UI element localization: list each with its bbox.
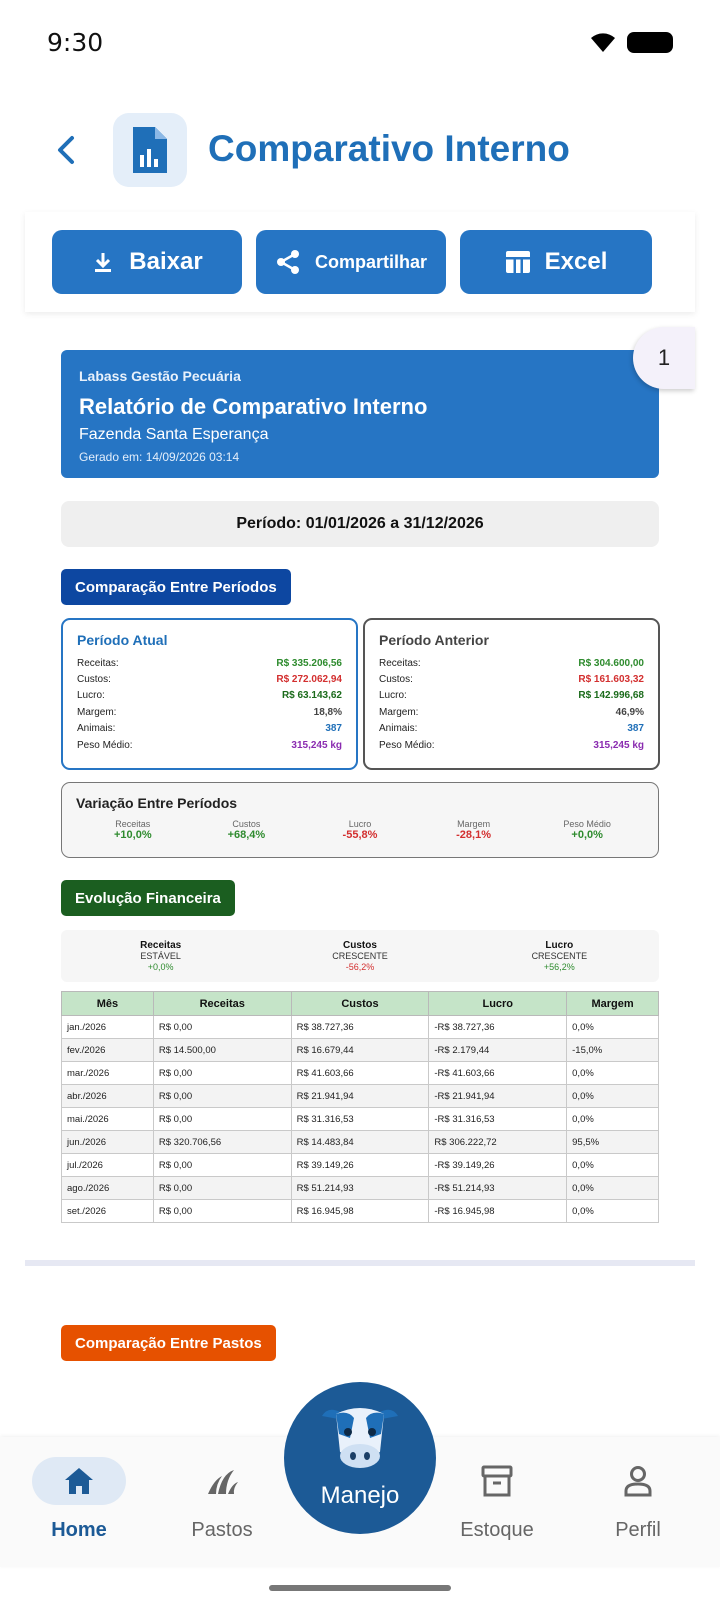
table-header-cell: Mês [62,992,154,1016]
metric-label: Margem: [379,706,419,718]
variation-card [61,782,659,858]
table-cell: abr./2026 [62,1085,154,1108]
report-title: Relatório de Comparativo Interno [79,394,428,419]
table-row [62,1154,659,1177]
variation-value: +10,0% [113,829,152,841]
trend-item [61,930,260,982]
current-period-title: Período Atual [77,632,168,648]
trend-pct: -56,2% [345,962,375,972]
table-cell: mar./2026 [62,1062,154,1085]
previous-metric-row [379,671,644,687]
variation-label: Receitas [115,819,151,829]
table-cell: R$ 16.945,98 [291,1200,429,1223]
metric-label: Custos: [379,674,413,686]
nav-profile[interactable] [583,1457,693,1542]
metric-label: Peso Médio: [379,739,435,751]
metric-label: Animais: [77,723,116,735]
table-cell: R$ 16.679,44 [291,1039,429,1062]
manage-fab-label: Manejo [320,1482,400,1509]
table-icon [505,250,531,274]
table-cell: -R$ 41.603,66 [429,1062,567,1085]
previous-metric-row [379,721,644,737]
table-cell: jan./2026 [62,1016,154,1039]
table-cell: R$ 21.941,94 [291,1085,429,1108]
table-cell: 0,0% [567,1062,659,1085]
trend-direction: CRESCENTE [332,951,388,961]
table-row [62,1177,659,1200]
table-cell: R$ 320.706,56 [153,1131,291,1154]
report-period: Período: 01/01/2026 a 31/12/2026 [61,501,659,547]
person-icon [591,1457,685,1505]
previous-metric-row [379,737,644,753]
variation-item [530,819,644,841]
share-button[interactable] [256,230,446,294]
nav-home-label: Home [51,1519,107,1541]
metric-value: R$ 272.062,94 [276,674,342,686]
metric-label: Lucro: [379,690,407,702]
home-icon [32,1457,126,1505]
page-header [0,110,720,188]
metric-value: 387 [627,723,644,735]
section-evolution-tag: Evolução Financeira [61,880,235,916]
nav-home[interactable] [24,1457,134,1542]
variation-label: Margem [457,819,491,829]
table-cell: 0,0% [567,1200,659,1223]
table-cell: 0,0% [567,1108,659,1131]
excel-button[interactable] [460,230,652,294]
monthly-table [61,991,659,1223]
table-cell: -R$ 38.727,36 [429,1016,567,1039]
table-cell: R$ 0,00 [153,1062,291,1085]
section-divider [25,1260,695,1266]
download-icon [91,250,115,274]
battery-icon [627,32,673,53]
variation-value: +68,4% [227,829,266,841]
table-cell: R$ 0,00 [153,1200,291,1223]
trend-summary [61,930,659,982]
archive-icon [450,1457,544,1505]
metric-value: 315,245 kg [593,739,644,751]
excel-label: Excel [544,248,608,275]
trend-item [460,930,659,982]
table-row [62,1062,659,1085]
nav-pastures[interactable] [167,1457,277,1542]
table-cell: R$ 0,00 [153,1177,291,1200]
table-row [62,1200,659,1223]
back-arrow-icon[interactable] [52,130,82,170]
report-icon [113,113,187,187]
variation-label: Lucro [348,819,372,829]
metric-label: Margem: [77,706,117,718]
metric-label: Peso Médio: [77,739,133,751]
metric-value: 18,8% [313,706,342,718]
metric-value: 46,9% [615,706,644,718]
table-cell: ago./2026 [62,1177,154,1200]
table-cell: 0,0% [567,1016,659,1039]
nav-stock-label: Estoque [460,1519,534,1541]
report-header [61,350,659,478]
table-cell: 0,0% [567,1085,659,1108]
trend-direction: ESTÁVEL [140,951,181,961]
table-cell: set./2026 [62,1200,154,1223]
table-header-cell: Lucro [429,992,567,1016]
trend-direction: CRESCENTE [531,951,588,961]
table-cell: 0,0% [567,1154,659,1177]
page-title: Comparativo Interno [208,128,570,169]
current-metric-row [77,688,342,704]
manage-fab-button[interactable] [284,1382,436,1534]
table-row [62,1016,659,1039]
page-number-badge: 1 [633,327,695,389]
download-label: Baixar [129,248,203,275]
table-cell: -R$ 31.316,53 [429,1108,567,1131]
action-toolbar [25,212,695,312]
table-header-cell: Receitas [153,992,291,1016]
table-row [62,1085,659,1108]
variation-value: -28,1% [456,829,491,841]
table-cell: jul./2026 [62,1154,154,1177]
metric-label: Receitas: [77,657,119,669]
status-bar [0,0,720,86]
table-cell: R$ 0,00 [153,1108,291,1131]
variation-value: +0,0% [571,829,603,841]
nav-stock[interactable] [442,1457,552,1542]
share-icon [275,249,301,275]
variation-item [76,819,190,841]
metric-label: Receitas: [379,657,421,669]
table-cell: -R$ 16.945,98 [429,1200,567,1223]
metric-label: Lucro: [77,690,105,702]
current-metric-row [77,671,342,687]
cow-icon [284,1382,436,1482]
variation-item [417,819,531,841]
metric-value: R$ 161.603,32 [578,674,644,686]
variation-value: -55,8% [342,829,378,841]
previous-metric-row [379,688,644,704]
wifi-icon [588,30,618,54]
table-cell: fev./2026 [62,1039,154,1062]
table-cell: R$ 0,00 [153,1085,291,1108]
table-cell: mai./2026 [62,1108,154,1131]
previous-metric-row [379,655,644,671]
table-cell: R$ 0,00 [153,1016,291,1039]
table-header-cell: Margem [567,992,659,1016]
variation-title: Variação Entre Períodos [76,795,238,811]
current-metric-row [77,721,342,737]
trend-name: Lucro [545,940,574,951]
table-cell: 95,5% [567,1131,659,1154]
table-cell: R$ 0,00 [153,1154,291,1177]
table-row [62,1131,659,1154]
current-metric-row [77,704,342,720]
metric-value: R$ 142.996,68 [578,690,644,702]
metric-label: Animais: [379,723,418,735]
report-org: Labass Gestão Pecuária [79,368,241,384]
current-period-card [61,618,358,770]
previous-metric-row [379,704,644,720]
nav-pastures-label: Pastos [191,1519,253,1541]
table-cell: -R$ 21.941,94 [429,1085,567,1108]
table-cell: R$ 306.222,72 [429,1131,567,1154]
variation-label: Peso Médio [563,819,611,829]
variation-item [190,819,304,841]
table-cell: R$ 39.149,26 [291,1154,429,1177]
table-cell: R$ 38.727,36 [291,1016,429,1039]
current-metric-row [77,655,342,671]
metric-label: Custos: [77,674,111,686]
table-cell: R$ 31.316,53 [291,1108,429,1131]
share-label: Compartilhar [314,251,428,272]
table-cell: -R$ 2.179,44 [429,1039,567,1062]
variation-label: Custos [232,819,261,829]
variation-item [303,819,417,841]
metric-value: 315,245 kg [291,739,342,751]
section-periods-tag: Comparação Entre Períodos [61,569,291,605]
report-farm: Fazenda Santa Esperança [79,426,269,443]
metric-value: R$ 304.600,00 [578,657,644,669]
download-button[interactable] [52,230,242,294]
table-cell: R$ 41.603,66 [291,1062,429,1085]
status-time: 9:30 [47,28,104,57]
section-pastures-tag: Comparação Entre Pastos [61,1325,276,1361]
trend-name: Custos [343,940,377,951]
table-row [62,1108,659,1131]
table-cell: R$ 14.500,00 [153,1039,291,1062]
table-header-cell: Custos [291,992,429,1016]
home-indicator [269,1585,451,1591]
report-preview [61,350,659,478]
current-metric-row [77,737,342,753]
trend-pct: +0,0% [147,962,174,972]
table-cell: jun./2026 [62,1131,154,1154]
metric-value: R$ 335.206,56 [276,657,342,669]
trend-item [260,930,459,982]
table-cell: -15,0% [567,1039,659,1062]
nav-profile-label: Perfil [615,1519,661,1541]
table-cell: -R$ 51.214,93 [429,1177,567,1200]
grass-icon [175,1457,269,1505]
previous-period-card [363,618,660,770]
table-cell: R$ 51.214,93 [291,1177,429,1200]
report-generated: Gerado em: 14/09/2026 03:14 [79,450,240,464]
table-cell: -R$ 39.149,26 [429,1154,567,1177]
table-cell: 0,0% [567,1177,659,1200]
table-cell: R$ 14.483,84 [291,1131,429,1154]
previous-period-title: Período Anterior [379,632,489,648]
metric-value: R$ 63.143,62 [281,690,342,702]
trend-pct: +56,2% [543,962,575,972]
metric-value: 387 [325,723,342,735]
table-row [62,1039,659,1062]
trend-name: Receitas [140,940,182,951]
